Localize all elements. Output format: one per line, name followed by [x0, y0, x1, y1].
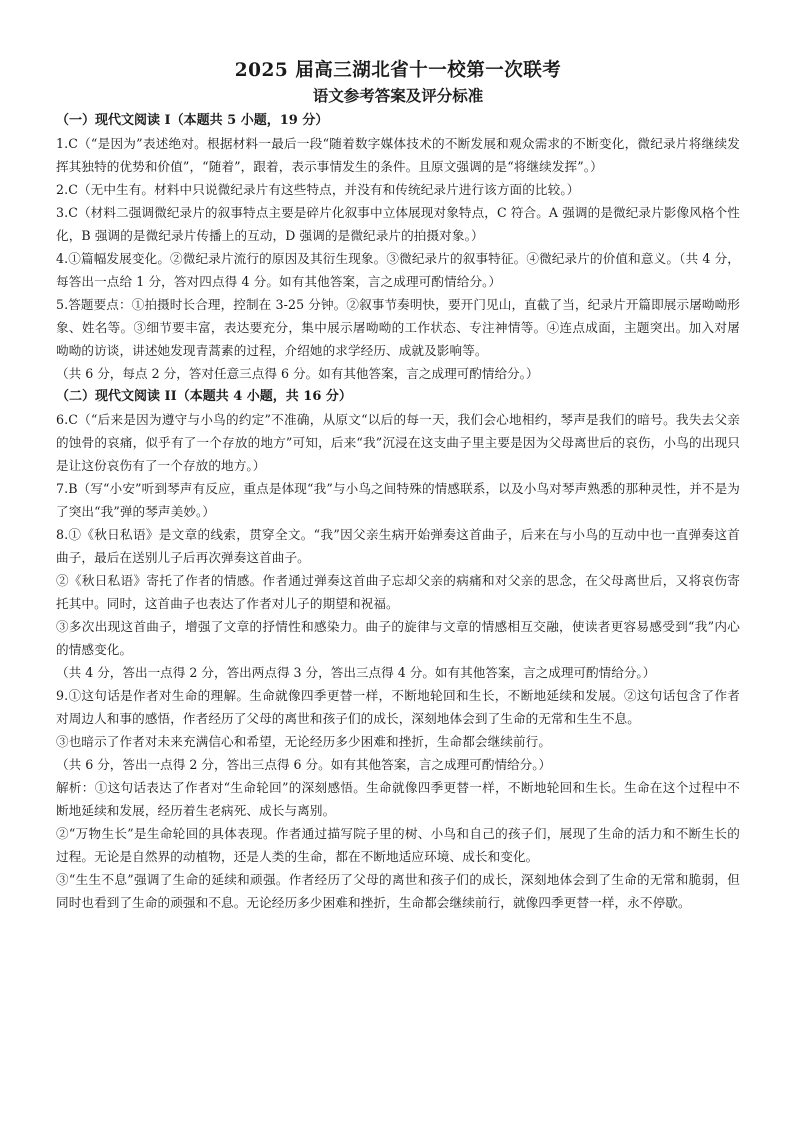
answer-q9-point-2: ③也暗示了作者对未来充满信心和希望，无论经历多少困难和挫折，生命都会继续前行。: [56, 734, 552, 749]
answer-q6: 6.C（“后来是因为遵守与小鸟的约定”不准确，从原文“以后的每一天，我们会心地相约，琴声是我们的暗号。我失去父亲的蚀骨的哀痛，似乎有了一个存放的地方”可知，后来“我”沉浸在这支曲子里主要是因为父母离世后的哀伤，小鸟的出现只是让这份哀伤有了一个存放的地方。）: [56, 412, 740, 473]
answer-q1: 1.C（“是因为”表述绝对。根据材料一最后一段“随着数字媒体技术的不断发展和观众需求的不断变化，微纪录片将继续发挥其独特的优势和价值”，“随着”，跟着，表示事情发生的条件。且原文强调的是“将继续发挥”。）: [56, 136, 740, 174]
answer-q2: 2.C（无中生有。材料中只说微纪录片有这些特点，并没有和传统纪录片进行该方面的比较。）: [56, 182, 580, 197]
answer-q8-point-3: ③多次出现这首曲子，增强了文章的抒情性和感染力。曲子的旋律与文章的情感相互交融，使读者更容易感受到“我”内心的情感变化。: [56, 619, 740, 657]
scoring-note-q5: （共 6 分，每点 2 分，答对任意三点得 6 分。如有其他答案，言之成理可酌情给分。）: [56, 366, 539, 381]
analysis-point-3: ③“生生不息”强调了生命的延续和顽强。作者经历了父母的离世和孩子们的成长，深刻地体会到了生命的无常和脆弱，但同时也看到了生命的顽强和不息。无论经历多少困难和挫折，生命都会继续前行，就像四季更替一样，永不停歇。: [56, 872, 740, 910]
section-heading-2: （二）现代文阅读 II（本题共 4 小题，共 16 分）: [56, 389, 352, 404]
page-title: 2025 届高三湖北省十一校第一次联考: [234, 60, 562, 81]
analysis-point-1: 解析：①这句话表达了作者对“生命轮回”的深刻感悟。生命就像四季更替一样，不断地轮回和生长。生命在这个过程中不断地延续和发展，经历着生老病死、成长与离别。: [56, 780, 740, 818]
answer-q7: 7.B（写“小安”听到琴声有反应，重点是体现“我”与小鸟之间特殊的情感联系，以及小鸟对琴声熟悉的那种灵性，并不是为了突出“我”弹的琴声美妙。）: [56, 481, 740, 519]
answer-q5: 5.答题要点：①拍摄时长合理，控制在 3-25 分钟。②叙事节奏明快，要开门见山，直截了当，纪录片开篇即展示屠呦呦形象、姓名等。③细节要丰富，表达要充分，集中展示屠呦呦的工作状态、专注神情等。④连点成面，主题突出。加入对屠呦呦的访谈，讲述她发现青蒿素的过程，介绍她的求学经历、成就及影响等。: [56, 297, 740, 358]
answer-q9-point-1: 9.①这句话是作者对生命的理解。生命就像四季更替一样，不断地轮回和生长，不断地延续和发展。②这句话包含了作者对周边人和事的感悟，作者经历了父母的离世和孩子们的成长，深刻地体会到了生命的无常和生生不息。: [56, 688, 740, 726]
section-heading-1: （一）现代文阅读 I（本题共 5 小题，19 分）: [56, 113, 329, 128]
scoring-note-q9: （共 6 分，答出一点得 2 分，答出三点得 6 分。如有其他答案，言之成理可酌情给分。）: [56, 757, 552, 772]
scoring-note-q8: （共 4 分，答出一点得 2 分，答出两点得 3 分，答出三点得 4 分。如有其他答案，言之成理可酌情给分。）: [56, 665, 656, 680]
answer-q4: 4.①篇幅发展变化。②微纪录片流行的原因及其衍生现象。③微纪录片的叙事特征。④微纪录片的价值和意义。（共 4 分，每答出一点给 1 分，答对四点得 4 分。如有其他答案，言之成理可酌情给分。）: [56, 251, 740, 289]
page-subtitle: 语文参考答案及评分标准: [312, 86, 484, 105]
answer-sheet: [56, 58, 740, 914]
answer-q8-point-1: 8.①《秋日私语》是文章的线索，贯穿全文。“我”因父亲生病开始弹奏这首曲子，后来在与小鸟的互动中也一直弹奏这首曲子，最后在送别儿子后再次弹奏这首曲子。: [56, 527, 740, 565]
answer-q8-point-2: ②《秋日私语》寄托了作者的情感。作者通过弹奏这首曲子忘却父亲的病痛和对父亲的思念，在父母离世后，又将哀伤寄托其中。同时，这首曲子也表达了作者对儿子的期望和祝福。: [56, 573, 740, 611]
answer-q3: 3.C（材料二强调微纪录片的叙事特点主要是碎片化叙事中立体展现对象特点，C 符合。A 强调的是微纪录片影像风格个性化，B 强调的是微纪录片传播上的互动，D 强调的是微纪录片的拍摄对象。）: [56, 205, 740, 243]
analysis-point-2: ②“万物生长”是生命轮回的具体表现。作者通过描写院子里的树、小鸟和自己的孩子们，展现了生命的活力和不断生长的过程。无论是自然界的动植物，还是人类的生命，都在不断地适应环境、成长和变化。: [56, 826, 740, 864]
